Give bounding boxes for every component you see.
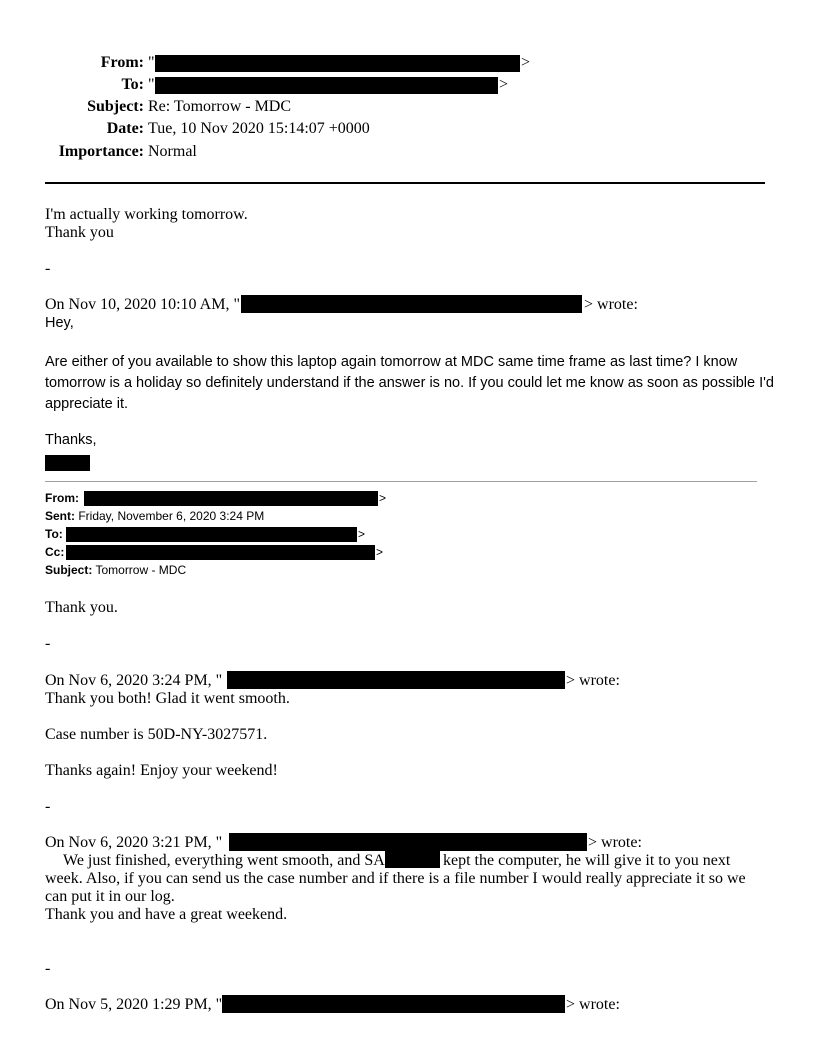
quote-intro: On Nov 10, 2020 10:10 AM, "	[45, 296, 240, 313]
redaction-box	[66, 545, 375, 560]
redaction-box	[241, 295, 582, 313]
message-line: can put it in our log.	[45, 888, 175, 905]
message-line: week. Also, if you can send us the case number and if there is a file number I would really appreciate it so we	[45, 870, 746, 887]
from-label: From:	[100, 54, 144, 71]
reply-line: Thank you	[45, 224, 114, 241]
redaction-box	[45, 455, 90, 471]
subject-label: Subject:	[87, 98, 144, 115]
quote-intro-suffix: > wrote:	[566, 996, 620, 1013]
message-line: Case number is 50D-NY-3027571.	[45, 726, 268, 743]
redaction-box	[155, 55, 520, 72]
to-label: To:	[121, 76, 144, 93]
message-line: Thank you and have a great weekend.	[45, 906, 288, 923]
fwd-from-suffix: >	[379, 491, 387, 505]
quote-intro: On Nov 5, 2020 1:29 PM, "	[45, 996, 223, 1013]
message-line: Thank you both! Glad it went smooth.	[45, 690, 290, 707]
forward-divider	[45, 481, 757, 482]
redaction-box	[229, 833, 587, 851]
subject-value: Re: Tomorrow - MDC	[148, 98, 292, 115]
redaction-box	[66, 527, 357, 542]
from-value: "	[148, 54, 155, 71]
fwd-to-row: To:	[45, 527, 63, 541]
quote-intro: On Nov 6, 2020 3:24 PM, "	[45, 672, 223, 689]
message-body: Are either of you available to show this laptop again tomorrow at MDC same time frame as last time? I know tomorrow is a holiday so definitely understand if the answer is no. If you could let me know as soon as possible I'd appreciate it.	[45, 354, 774, 412]
redaction-box	[227, 671, 565, 689]
redaction-box	[385, 851, 440, 868]
importance-value: Normal	[148, 143, 197, 160]
dash-separator: -	[45, 960, 51, 977]
dash-separator: -	[45, 798, 51, 815]
redaction-box	[222, 995, 565, 1013]
from-suffix: >	[521, 54, 531, 71]
date-value: Tue, 10 Nov 2020 15:14:07 +0000	[148, 120, 370, 137]
redaction-box	[84, 491, 378, 506]
fwd-cc-suffix: >	[376, 545, 384, 559]
reply-line: Thank you.	[45, 599, 118, 616]
message-line: kept the computer, he will give it to you next	[443, 852, 731, 869]
redaction-box	[155, 77, 498, 94]
dash-separator: -	[45, 635, 51, 652]
message-line: Thanks again! Enjoy your weekend!	[45, 762, 278, 779]
quote-intro-suffix: > wrote:	[566, 672, 620, 689]
message-line: We just finished, everything went smooth, and SA	[63, 852, 385, 869]
date-label: Date:	[106, 120, 144, 137]
to-suffix: >	[499, 76, 509, 93]
greeting: Hey,	[45, 315, 74, 331]
fwd-sent-row: Sent: Friday, November 6, 2020 3:24 PM	[45, 509, 265, 523]
importance-label: Importance:	[58, 143, 144, 160]
quote-intro-suffix: > wrote:	[584, 296, 638, 313]
closing: Thanks,	[45, 432, 97, 448]
fwd-cc-row: Cc:	[45, 545, 65, 559]
dash-separator: -	[45, 260, 51, 277]
header-divider	[45, 182, 765, 184]
fwd-subject-row: Subject: Tomorrow - MDC	[45, 563, 187, 577]
to-value: "	[148, 76, 155, 93]
quote-intro: On Nov 6, 2020 3:21 PM, "	[45, 834, 223, 851]
quote-intro-suffix: > wrote:	[588, 834, 642, 851]
reply-line: I'm actually working tomorrow.	[45, 206, 248, 223]
fwd-from-row: From:	[45, 491, 79, 505]
fwd-to-suffix: >	[358, 527, 366, 541]
